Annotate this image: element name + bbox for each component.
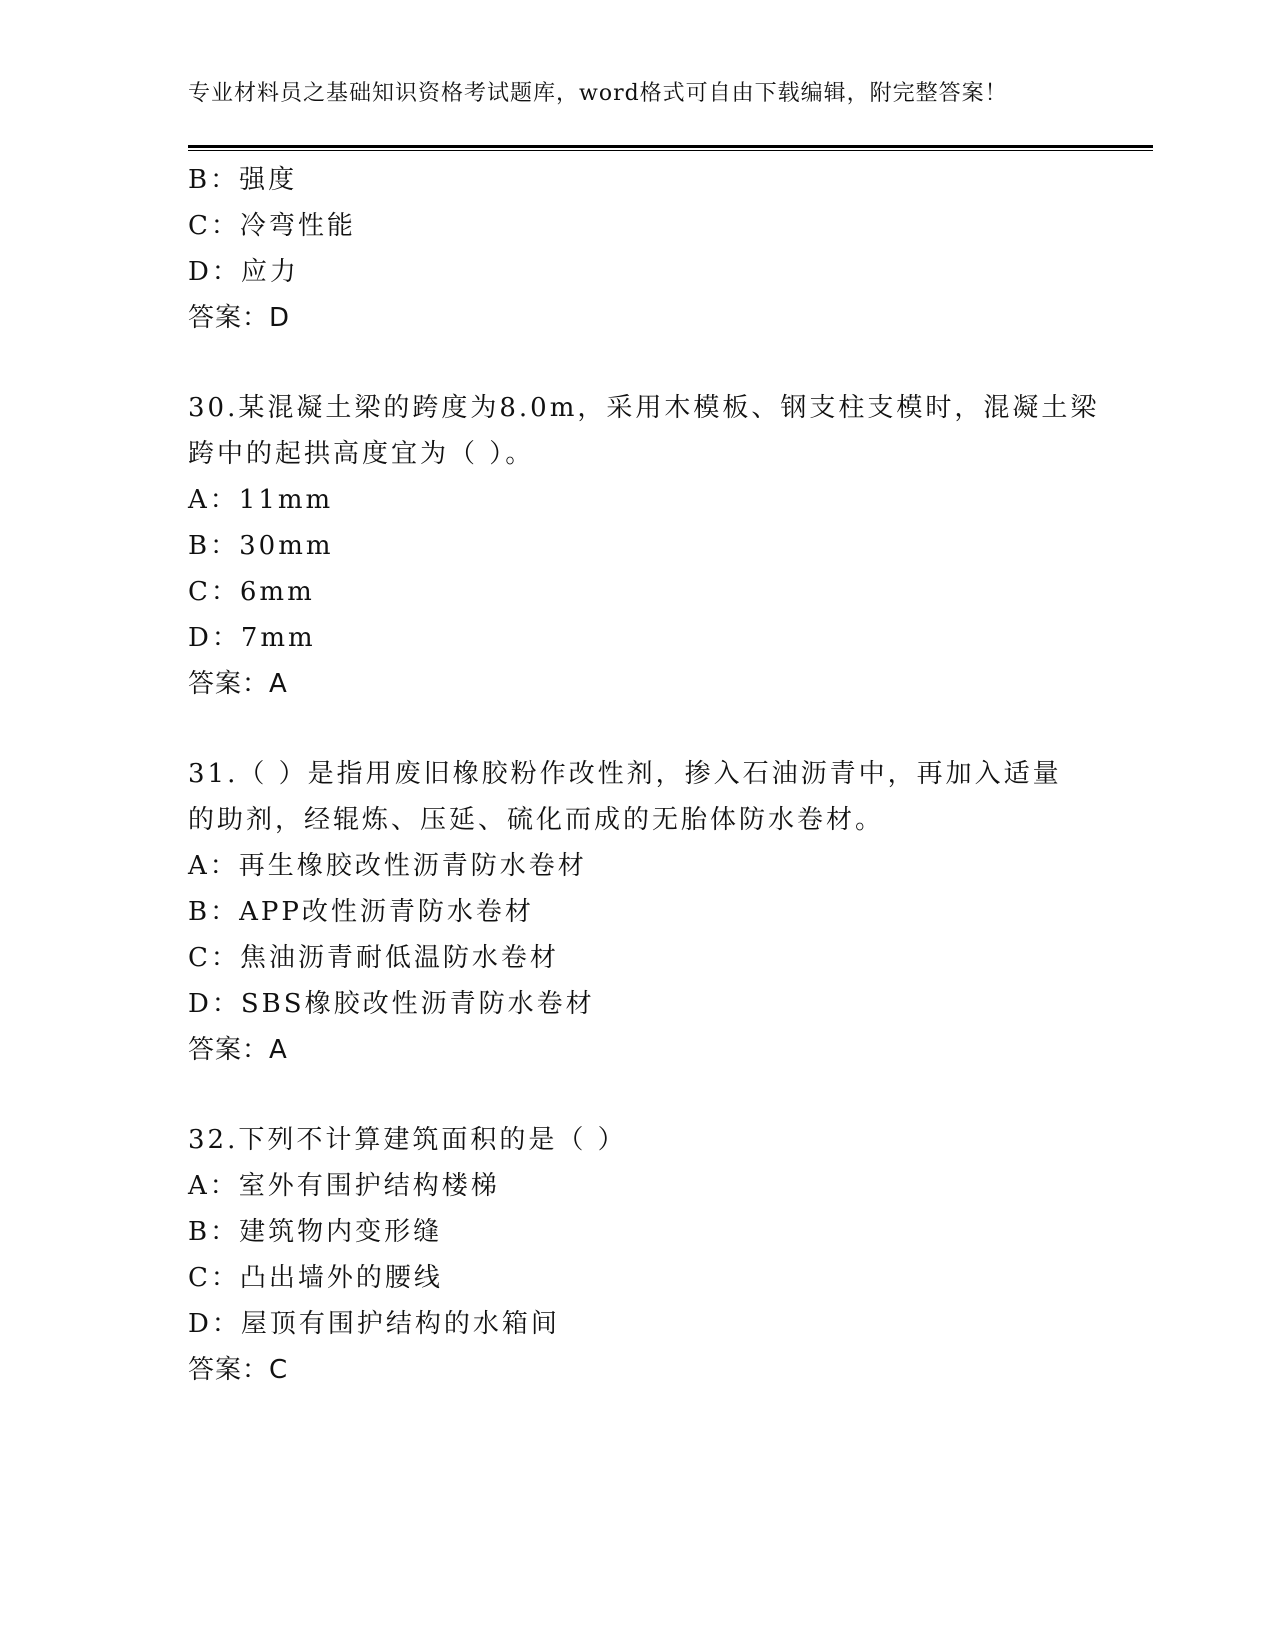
option-d: D：SBS橡胶改性沥青防水卷材 bbox=[188, 989, 595, 1019]
option-b: B：强度 bbox=[188, 165, 298, 195]
option-b: B：30mm bbox=[188, 531, 334, 561]
question-30 bbox=[188, 385, 1100, 707]
option-d: D：7mm bbox=[188, 623, 316, 653]
option-a: A：11mm bbox=[188, 485, 334, 515]
question-31 bbox=[188, 751, 1088, 1073]
question-32 bbox=[188, 1117, 1088, 1393]
option-c: C：凸出墙外的腰线 bbox=[188, 1263, 443, 1293]
page-header: 专业材料员之基础知识资格考试题库，word格式可自由下载编辑，附完整答案！ bbox=[188, 81, 1008, 106]
answer-line: 答案：C bbox=[188, 1355, 289, 1385]
question-29-tail bbox=[188, 157, 1088, 341]
header-rule-thin bbox=[188, 150, 1153, 151]
option-b: B：建筑物内变形缝 bbox=[188, 1217, 443, 1247]
question-stem-line: 31.（ ）是指用废旧橡胶粉作改性剂，掺入石油沥青中，再加入适量 bbox=[188, 759, 1062, 789]
question-stem-line: 30.某混凝土梁的跨度为8.0m，采用木模板、钢支柱支模时，混凝土梁 bbox=[188, 393, 1100, 423]
document-content bbox=[188, 157, 1100, 1393]
question-stem-line: 的助剂，经辊炼、压延、硫化而成的无胎体防水卷材。 bbox=[188, 805, 885, 835]
question-stem-line: 跨中的起拱高度宜为（ ）。 bbox=[188, 439, 535, 469]
option-c: C：焦油沥青耐低温防水卷材 bbox=[188, 943, 559, 973]
option-a: A：室外有围护结构楼梯 bbox=[188, 1171, 500, 1201]
answer-line: 答案：A bbox=[188, 1035, 288, 1065]
option-b: B：APP改性沥青防水卷材 bbox=[188, 897, 534, 927]
option-d: D：应力 bbox=[188, 257, 299, 287]
header-rule-thick bbox=[188, 145, 1153, 148]
option-a: A：再生橡胶改性沥青防水卷材 bbox=[188, 851, 587, 881]
question-stem-line: 32.下列不计算建筑面积的是（ ） bbox=[188, 1125, 627, 1155]
option-c: C：冷弯性能 bbox=[188, 211, 356, 241]
answer-line: 答案：A bbox=[188, 669, 288, 699]
answer-line: 答案：D bbox=[188, 303, 291, 333]
option-d: D：屋顶有围护结构的水箱间 bbox=[188, 1309, 560, 1339]
option-c: C：6mm bbox=[188, 577, 315, 607]
